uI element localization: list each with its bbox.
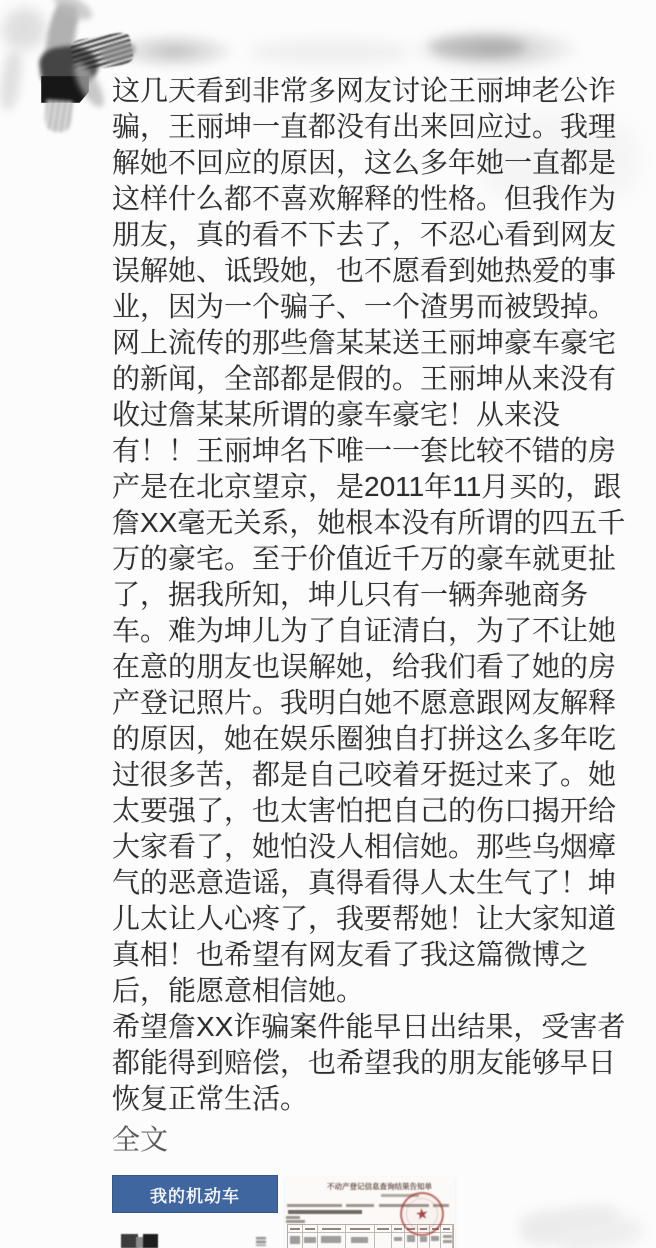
table-body-cell	[303, 1233, 318, 1248]
post-text-line: 骗，王丽坤一直都没有出来回应过。我理	[112, 111, 617, 142]
post-body-text	[112, 73, 632, 1117]
scribble-stroke	[0, 49, 24, 111]
full-text-link[interactable]: 全文	[112, 1124, 169, 1155]
post-text-line: 儿太让人心疼了，我要帮她！让大家知道	[112, 903, 617, 934]
redaction-smudge	[430, 36, 525, 58]
post-text-line: 在意的朋友也误解她，给我们看了她的房	[112, 651, 617, 682]
table-body-cell	[441, 1233, 453, 1248]
post-text-line: 太要强了，也太害怕把自己的伤口揭开给	[112, 795, 617, 826]
cropped-small-glyph	[256, 1237, 266, 1246]
redaction-smudge	[110, 32, 238, 70]
post-text-line: 过很多苦，都是自己咬着牙挺过来了。她	[112, 759, 617, 790]
post-text-line: 万的豪宅。至于价值近千万的豪车就更扯	[112, 543, 617, 574]
table-body-cell	[318, 1233, 346, 1248]
post-text-line: 了，据我所知，坤儿只有一辆奔驰商务	[112, 579, 589, 610]
table-header-cell	[375, 1225, 392, 1233]
cropped-dark-glyph	[143, 1234, 158, 1248]
document-redaction-bar	[288, 1210, 362, 1214]
attachment-image[interactable]	[112, 1173, 656, 1248]
post-text-line: 网上流传的那些詹某某送王丽坤豪车豪宅	[112, 327, 617, 358]
my-vehicle-button: 我的机动车	[112, 1175, 278, 1213]
document-title: 不动产登记信息查询结果告知单	[327, 1182, 432, 1191]
table-header-cell	[441, 1225, 453, 1233]
post-text-line: 恢复正常生活。	[112, 1083, 309, 1114]
table-body-cell	[346, 1233, 375, 1248]
document-text-blur	[286, 1220, 305, 1223]
post-text-line: 真相！也希望有网友看了我这篇微博之	[112, 939, 589, 970]
redaction-smudge	[250, 40, 410, 64]
post-text-line: 车。难为坤儿为了自证清白，为了不让她	[112, 615, 617, 646]
table-header-cell	[303, 1225, 318, 1233]
post-text-line: 都能得到赔偿，也希望我的朋友能够早日	[112, 1047, 617, 1078]
post-text-line: 詹XX毫无关系，她根本没有所谓的四五千	[112, 507, 626, 538]
post-text-line: 误解她、诋毁她，也不愿看到她热爱的事	[112, 255, 617, 286]
post-text-line: 的原因，她在娱乐圈独自打拼这么多年吃	[112, 723, 617, 754]
table-body-cell	[375, 1233, 392, 1248]
table-header-cell	[318, 1225, 346, 1233]
post-text-line: 业，因为一个骗子、一个渣男而被毁掉。	[112, 291, 617, 322]
seal-star-icon: ★	[414, 1204, 430, 1224]
post-text-line: 气的恶意造谣，真得看得人太生气了！坤	[112, 867, 617, 898]
post-text-line: 产登记照片。我明白她不愿意跟网友解释	[112, 687, 617, 718]
post-text-line: 这样什么都不喜欢解释的性格。但我作为	[112, 183, 617, 214]
post-text-line: 有！！王丽坤名下唯一一套比较不错的房	[112, 435, 617, 466]
property-registration-document	[285, 1177, 455, 1248]
document-text-blur	[287, 1204, 342, 1207]
document-text-blur	[346, 1204, 374, 1207]
post-text-line: 解她不回应的原因，这么多年她一直都是	[112, 147, 617, 178]
post-text-line: 希望詹XX诈骗案件能早日出结果，受害者	[112, 1011, 626, 1042]
document-text-blur	[286, 1216, 300, 1219]
post-text-line: 大家看了，她怕没人相信她。那些乌烟瘴	[112, 831, 617, 862]
post-text-line: 这几天看到非常多网友讨论王丽坤老公诈	[112, 75, 617, 106]
scribble-stroke	[44, 99, 73, 133]
table-header-cell	[346, 1225, 375, 1233]
table-body-cell	[288, 1233, 303, 1248]
post-text-line: 的新闻，全部都是假的。王丽坤从来没有	[112, 363, 617, 394]
post-text-line: 后，能愿意相信她。	[112, 975, 365, 1006]
post-text-line: 产是在北京望京，是2011年11月买的，跟	[112, 471, 622, 502]
table-body-cell	[430, 1233, 441, 1248]
post-text-line: 收过詹某某所谓的豪车豪宅！从来没	[112, 399, 561, 430]
table-body-cell	[392, 1233, 405, 1248]
table-header-cell	[288, 1225, 303, 1233]
post-text-line: 朋友，真的看不下去了，不忍心看到网友	[112, 219, 617, 250]
